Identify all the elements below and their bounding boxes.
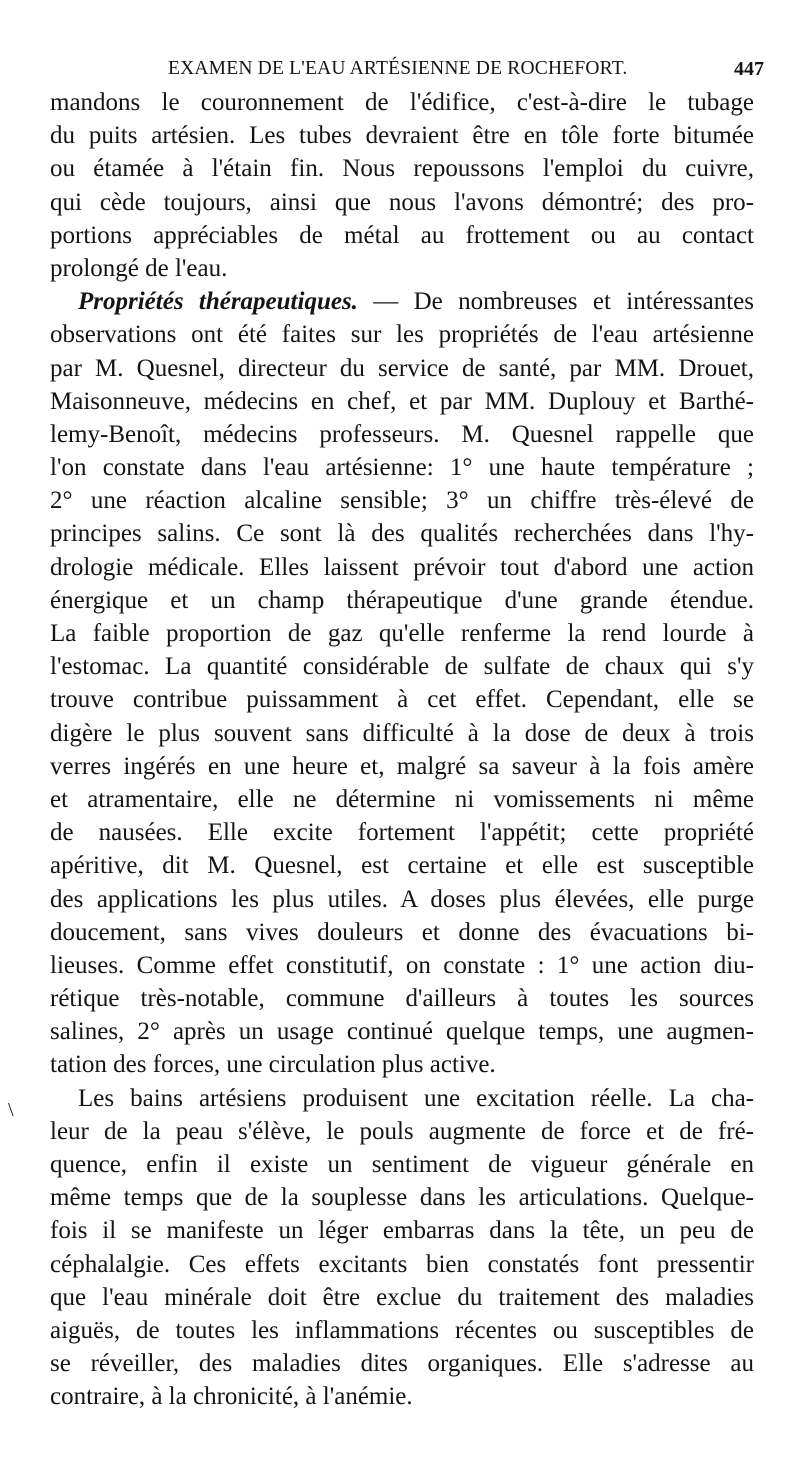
text-line: principes salins. Ce sont là des qualités recherchées dans l'hy- [50,520,754,548]
text-line: portions appréciables de métal au frottement ou au contact [50,221,754,249]
text-line: l'on constate dans l'eau artésienne: 1° une haute température ; [50,454,754,482]
text-line: trouve contribue puissamment à cet effet. Cependant, elle se [50,686,754,714]
text-line: quence, enfin il existe un sentiment de vigueur générale en [50,1151,754,1178]
text-line: drologie médicale. Elles laissent prévoir tout d'abord une action [50,553,754,581]
page-number: 447 [734,58,764,80]
text-line: par M. Quesnel, directeur du service de santé, par MM. Drouet, [50,354,754,382]
text-line: aiguës, de toutes les inflammations récentes ou susceptibles de [50,1316,754,1344]
text-line: se réveiller, des maladies dites organiques. Elle s'adresse au [50,1350,754,1378]
text-line: Les bains artésiens produisent une excitation réelle. La cha- [78,1084,754,1112]
text-line: rétique très-notable, commune d'ailleurs à toutes les sources [50,985,754,1013]
text-line: lieuses. Comme effet constitutif, on constate : 1° une action diu- [50,951,754,979]
text-line: céphalalgie. Ces effets excitants bien constatés font pressentir [50,1250,754,1278]
text-line: des applications les plus utiles. A doses plus élevées, elle purge [50,885,754,913]
section-heading: Propriétés thérapeutiques. [78,288,358,316]
text-line: mandons le couronnement de l'édifice, c'est-à-dire le tubage [50,89,754,116]
text-line: de nausées. Elle excite fortement l'appétit; cette propriété [50,819,754,847]
text-line: que l'eau minérale doit être exclue du traitement des maladies [50,1283,754,1311]
text-line: Maisonneuve, médecins en chef, et par MM. Duplouy et Barthé- [50,387,754,415]
text-line: leur de la peau s'élève, le pouls augmente de force et de fré- [50,1117,754,1145]
text-line: digère le plus souvent sans difficulté à la dose de deux à trois [50,719,754,747]
text-line: tation des forces, une circulation plus active. [50,1051,496,1079]
text-line: lemy-Benoît, médecins professeurs. M. Quesnel rappelle que [50,420,754,448]
text-line: prolongé de l'eau. [50,254,228,282]
text-line: apéritive, dit M. Quesnel, est certaine et elle est susceptible [50,852,754,880]
text-line: doucement, sans vives douleurs et donne des évacuations bi- [50,918,754,946]
text-line: qui cède toujours, ainsi que nous l'avons démontré; des pro- [50,188,754,216]
text-line: ou étamée à l'étain fin. Nous repoussons l'emploi du cuivre, [50,155,754,183]
text-line: verres ingérés en une heure et, malgré sa saveur à la fois amère [50,752,754,780]
text-line: La faible proportion de gaz qu'elle renferme la rend lourde à [50,620,754,647]
text-line: contraire, à la chronicité, à l'anémie. [50,1383,413,1411]
text-line: 2° une réaction alcaline sensible; 3° un chiffre très-élevé de [50,487,754,515]
text-line: fois il se manifeste un léger embarras dans la tête, un peu de [50,1217,754,1245]
text-line: observations ont été faites sur les propriétés de l'eau artésienne [50,321,754,349]
page-header [52,58,764,86]
text-line: et atramentaire, elle ne détermine ni vomissements ni même [50,785,754,813]
text-line: même temps que de la souplesse dans les articulations. Quelque- [50,1184,754,1212]
text-line: énergique et un champ thérapeutique d'une grande étendue. [50,586,754,614]
text-line: salines, 2° après un usage continué quelque temps, une augmen- [50,1018,754,1046]
section-heading-line [50,285,754,318]
body-text [50,86,754,1414]
margin-mark: \ [8,1099,14,1121]
text-line: du puits artésien. Les tubes devraient être en tôle forte bitumée [50,122,754,150]
section-heading-continuation: — De nombreuses et intéressantes [357,288,754,316]
running-title: EXAMEN DE L'EAU ARTÉSIENNE DE ROCHEFORT. [168,58,628,79]
text-line: l'estomac. La quantité considérable de sulfate de chaux qui s'y [50,653,754,681]
